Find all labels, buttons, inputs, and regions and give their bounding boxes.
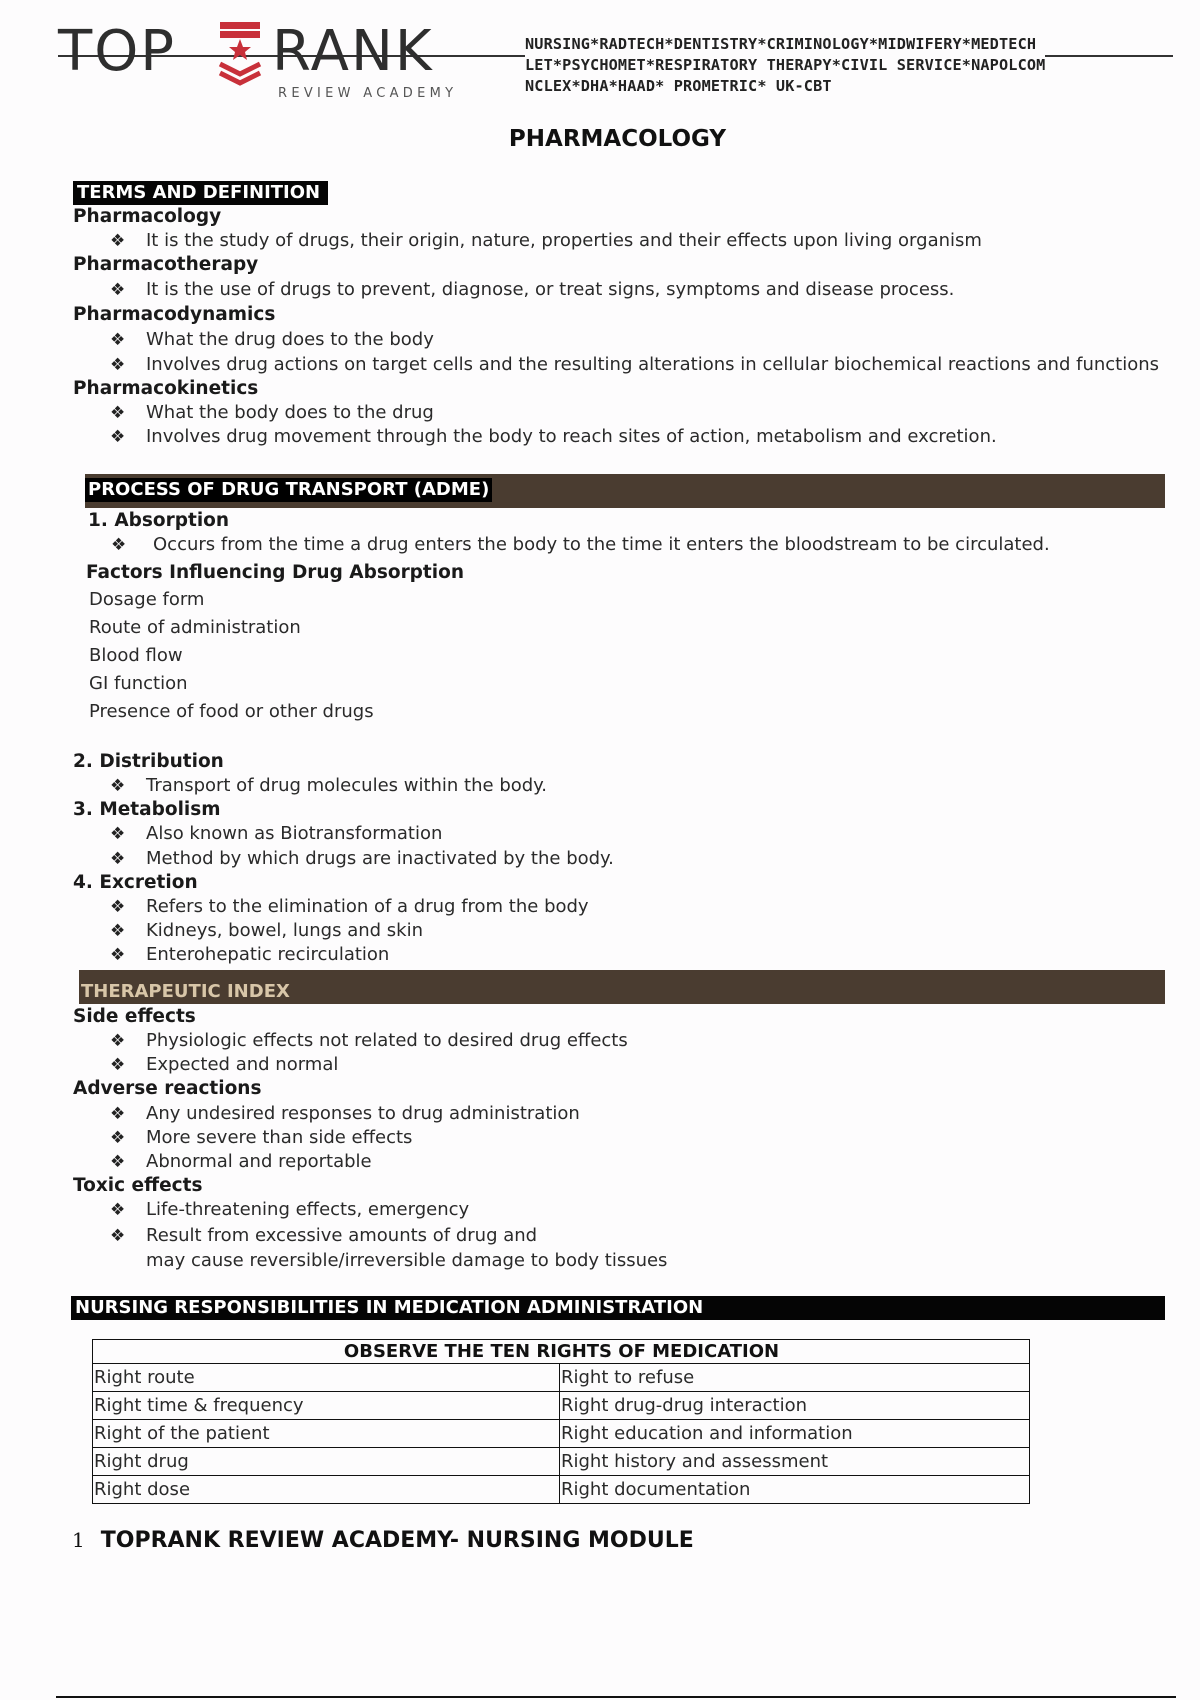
program-line: LET*PSYCHOMET*RESPIRATORY THERAPY*CIVIL SERVICE*NAPOLCOM — [525, 56, 1046, 74]
bullet-item: ❖ Result from excessive amounts of drug and — [110, 1225, 538, 1246]
bullet-item: ❖ Involves drug movement through the body to reach sites of action, metabolism and excretion. — [110, 426, 997, 447]
table-cell: Right dose — [93, 1476, 560, 1504]
metabolism-title: 3. Metabolism — [73, 799, 221, 820]
factor-item: Presence of food or other drugs — [89, 701, 374, 722]
term-pharmacodynamics: Pharmacodynamics — [73, 304, 276, 325]
term-pharmacokinetics: Pharmacokinetics — [73, 378, 259, 399]
bullet-item: ❖ Physiologic effects not related to desired drug effects — [110, 1030, 628, 1051]
distribution-title: 2. Distribution — [73, 751, 224, 772]
table-cell: Right time & frequency — [93, 1392, 560, 1420]
table-cell: Right of the patient — [93, 1420, 560, 1448]
table-cell: Right drug — [93, 1448, 560, 1476]
term-side-effects: Side effects — [73, 1006, 196, 1027]
bullet-item: ❖ It is the use of drugs to prevent, diagnose, or treat signs, symptoms and disease process. — [110, 279, 955, 300]
factor-item: Route of administration — [89, 617, 301, 638]
page-header — [0, 0, 1200, 110]
bullet-item: ❖ Method by which drugs are inactivated by the body. — [110, 848, 614, 869]
table-row — [93, 1392, 1030, 1420]
table-row — [93, 1448, 1030, 1476]
table-row — [93, 1476, 1030, 1504]
logo-text-top: TOP — [58, 19, 177, 84]
bullet-item: ❖ Refers to the elimination of a drug from the body — [110, 896, 589, 917]
term-pharmacology: Pharmacology — [73, 206, 222, 227]
term-adverse-reactions: Adverse reactions — [73, 1078, 262, 1099]
absorption-title: 1. Absorption — [88, 510, 230, 531]
terms-heading: TERMS AND DEFINITION — [73, 181, 328, 205]
term-pharmacotherapy: Pharmacotherapy — [73, 254, 259, 275]
term-toxic-effects: Toxic effects — [73, 1175, 203, 1196]
bullet-item: ❖ Kidneys, bowel, lungs and skin — [110, 920, 424, 941]
logo-emblem-icon — [214, 20, 266, 90]
page-footer — [72, 1528, 694, 1553]
excretion-title: 4. Excretion — [73, 872, 198, 893]
factors-title: Factors Influencing Drug Absorption — [86, 562, 464, 583]
page-title: PHARMACOLOGY — [508, 126, 727, 152]
table-title: OBSERVE THE TEN RIGHTS OF MEDICATION — [93, 1340, 1030, 1364]
therapeutic-heading: THERAPEUTIC INDEX — [81, 981, 290, 1002]
table-row — [93, 1364, 1030, 1392]
bullet-item: ❖ Enterohepatic recirculation — [110, 944, 390, 965]
table-cell: Right documentation — [560, 1476, 1030, 1504]
bottom-rule — [56, 1696, 1176, 1698]
bullet-item: ❖ Life-threatening effects, emergency — [110, 1199, 470, 1220]
ten-rights-table — [92, 1339, 1030, 1504]
table-cell: Right history and assessment — [560, 1448, 1030, 1476]
bullet-item: ❖ What the drug does to the body — [110, 329, 434, 350]
bullet-item: ❖ More severe than side effects — [110, 1127, 413, 1148]
table-cell: Right route — [93, 1364, 560, 1392]
bullet-item: ❖ Expected and normal — [110, 1054, 339, 1075]
table-cell: Right to refuse — [560, 1364, 1030, 1392]
footer-text: TOPRANK REVIEW ACADEMY- NURSING MODULE — [100, 1528, 694, 1553]
bullet-item: ❖ Also known as Biotransformation — [110, 823, 443, 844]
table-cell: Right education and information — [560, 1420, 1030, 1448]
bullet-item: ❖ What the body does to the drug — [110, 402, 434, 423]
bullet-item: ❖ Transport of drug molecules within the body. — [110, 775, 547, 796]
bullet-item: ❖ Involves drug actions on target cells and the resulting alterations in cellular biochemical reactions and functions — [110, 354, 1160, 375]
logo-subtitle: REVIEW ACADEMY — [278, 86, 458, 101]
program-line: NURSING*RADTECH*DENTISTRY*CRIMINOLOGY*MIDWIFERY*MEDTECH — [525, 35, 1037, 53]
nursing-heading: NURSING RESPONSIBILITIES IN MEDICATION ADMINISTRATION — [71, 1296, 1165, 1320]
factor-item: Dosage form — [89, 589, 205, 610]
factor-item: Blood flow — [89, 645, 183, 666]
bullet-continuation: may cause reversible/irreversible damage to body tissues — [146, 1250, 668, 1271]
bullet-item: ❖ Occurs from the time a drug enters the body to the time it enters the bloodstream to be circulated. — [111, 534, 1050, 555]
bullet-item: ❖ It is the study of drugs, their origin, nature, properties and their effects upon living organism — [110, 230, 982, 251]
factor-item: GI function — [89, 673, 188, 694]
table-row — [93, 1420, 1030, 1448]
logo-text-rank: RANK — [272, 19, 434, 84]
page-number: 1 — [72, 1528, 85, 1552]
adme-heading: PROCESS OF DRUG TRANSPORT (ADME) — [85, 478, 492, 502]
bullet-item: ❖ Any undesired responses to drug administration — [110, 1103, 580, 1124]
bullet-item: ❖ Abnormal and reportable — [110, 1151, 372, 1172]
program-line: NCLEX*DHA*HAAD* PROMETRIC* UK-CBT — [525, 77, 832, 95]
program-list — [525, 34, 1045, 97]
table-cell: Right drug-drug interaction — [560, 1392, 1030, 1420]
table-header-row — [93, 1340, 1030, 1364]
